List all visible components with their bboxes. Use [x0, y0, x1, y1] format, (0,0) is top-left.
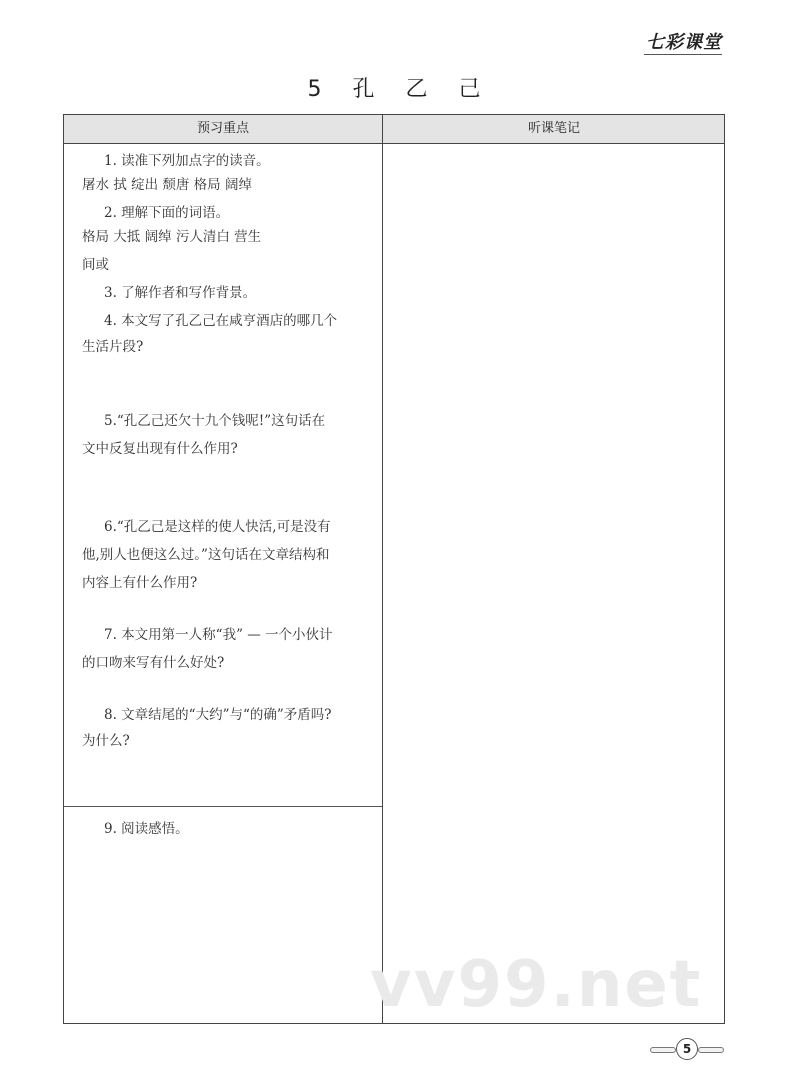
column-header-preview: 预习重点 [196, 121, 249, 136]
page-number: 5 [676, 1038, 698, 1060]
question-2-words-cont: 间或 [82, 257, 109, 273]
question-4: 4. 本文写了孔乙己在咸亨酒店的哪几个 [104, 313, 338, 329]
question-1-words: 屠水 拭 绽出 颓唐 格局 阔绰 [82, 177, 252, 193]
column-header-notes: 听课笔记 [527, 121, 580, 136]
question-4-cont: 生活片段? [82, 339, 144, 355]
question-5: 5.“孔乙己还欠十九个钱呢!”这句话在 [104, 413, 326, 429]
question-9: 9. 阅读感悟。 [104, 821, 189, 837]
row-divider [64, 806, 382, 807]
pager-left-bar [650, 1047, 676, 1053]
question-6: 6.“孔乙己是这样的使人快活,可是没有 [104, 519, 331, 535]
question-7-cont: 的口吻来写有什么好处? [82, 655, 225, 671]
brand-text: 七彩课堂 [646, 32, 722, 53]
page-title: 5 孔 乙 己 [307, 77, 493, 102]
brand-underline [644, 54, 722, 55]
question-2: 2. 理解下面的词语。 [104, 205, 230, 221]
question-5-cont: 文中反复出现有什么作用? [82, 441, 238, 457]
question-8-cont: 为什么? [82, 733, 130, 749]
question-7: 7. 本文用第一人称“我” — 一个小伙计 [104, 627, 333, 643]
study-table [63, 114, 725, 1024]
brand-logo [646, 28, 722, 54]
page-number-badge [650, 1038, 722, 1060]
question-1: 1. 读准下列加点字的读音。 [104, 153, 270, 169]
question-6-cont-2: 内容上有什么作用? [82, 575, 198, 591]
watermark: vv99.net [370, 948, 703, 1022]
question-6-cont: 他,别人也便这么过。”这句话在文章结构和 [82, 547, 330, 563]
table-header [64, 115, 724, 144]
question-3: 3. 了解作者和写作背景。 [104, 285, 257, 301]
question-2-words: 格局 大抵 阔绰 污人清白 营生 [82, 229, 262, 245]
column-divider [382, 115, 383, 1023]
pager-right-bar [698, 1047, 724, 1053]
question-8: 8. 文章结尾的“大约”与“的确”矛盾吗? [104, 707, 332, 723]
